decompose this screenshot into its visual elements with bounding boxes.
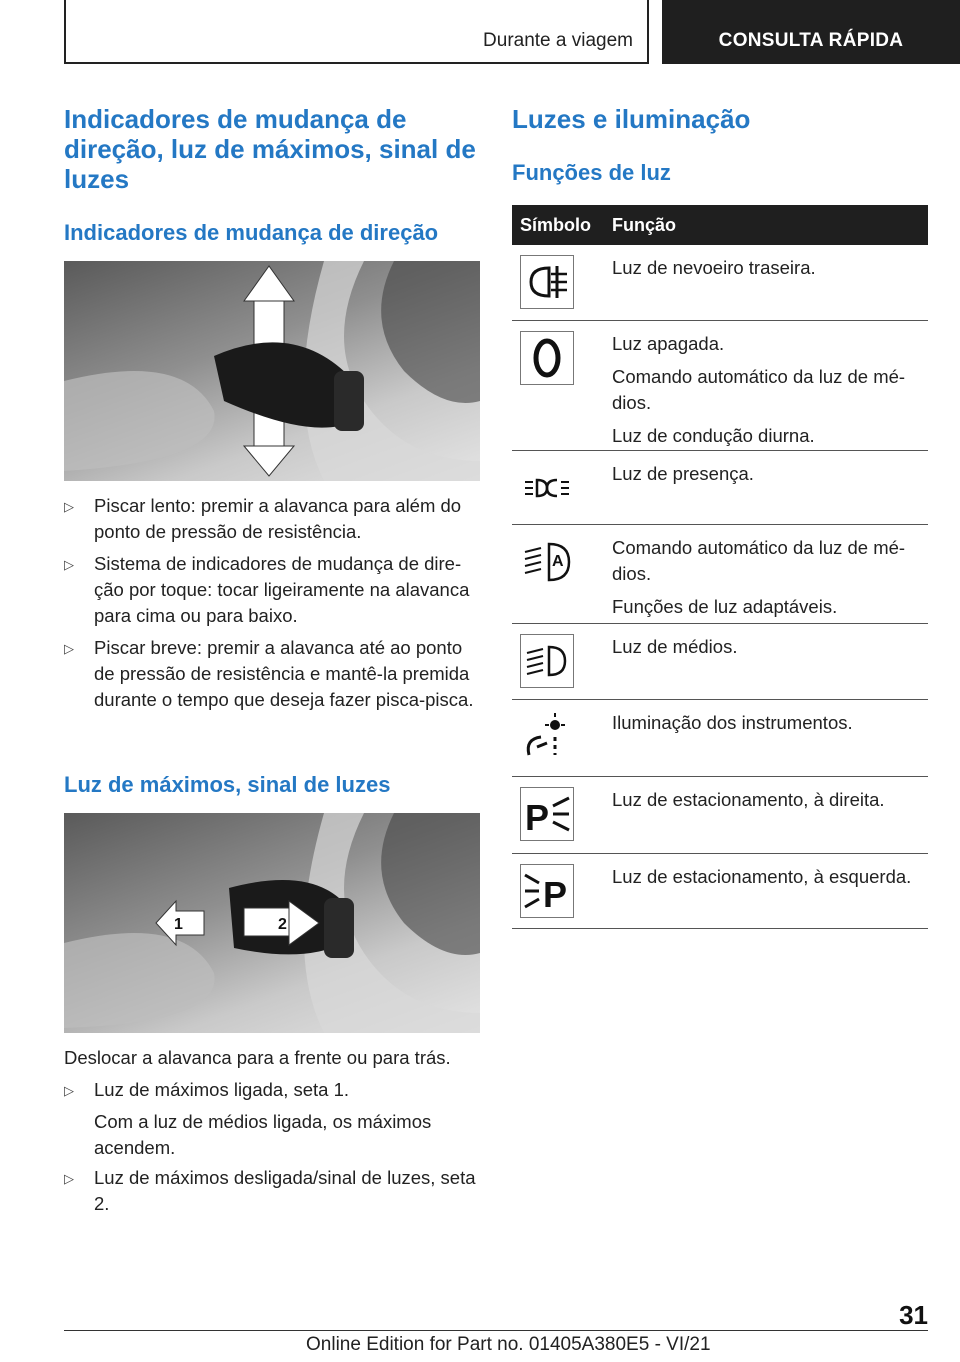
row-description: Luz de médios. [612, 636, 738, 657]
table-row [512, 700, 928, 777]
bullet-triangle-icon: ▷ [64, 499, 74, 514]
parking-lights-icon [520, 461, 574, 515]
arrow-label-1: 1 [174, 916, 183, 933]
edition-text: Online Edition for Part no. 01405A380E5 - VI/21 [306, 1334, 711, 1355]
bullet-high-beam-off: ▷ Luz de máximos desligada/sinal de luzes, seta 2. [64, 1167, 476, 1214]
row-description: Luz de nevoeiro traseira. [612, 257, 816, 278]
arrow-label-2: 2 [278, 916, 287, 933]
header-symbol: Símbolo [520, 215, 591, 235]
bullet-slow-blink: ▷ Piscar lento: premir a alavanca para além do ponto de pressão de resistência. [64, 495, 462, 542]
svg-text:P: P [525, 797, 550, 838]
instrument-lighting-icon [520, 710, 574, 764]
table-row [512, 777, 928, 854]
turn-signal-lever-photo [64, 261, 480, 481]
light-functions-table [512, 205, 928, 929]
section-heading-lights: Luzes e iluminação [512, 104, 751, 134]
bullet-triangle-icon: ▷ [64, 1083, 74, 1098]
high-beam-intro: Deslocar a alavanca para a frente ou para trás. [64, 1047, 451, 1068]
bullet-short-blink: ▷ Piscar breve: premir a alavanca até ao ponto de pressão de resistência e mantê-la premida durante o tempo que deseja fazer pisca-pisca. [64, 637, 474, 710]
rear-fog-light-icon [520, 255, 574, 309]
row-description: Luz de estacionamento, à direita. [612, 789, 885, 810]
high-beam-note: Com a luz de médios ligada, os máximos acendem. [94, 1111, 432, 1158]
high-beam-lever-photo [64, 813, 480, 1033]
table-row [512, 854, 928, 929]
table-row [512, 321, 928, 451]
footer-divider [64, 1330, 928, 1331]
table-row [512, 245, 928, 321]
quick-reference-tab[interactable]: CONSULTA RÁPIDA [662, 0, 960, 64]
header-function: Função [612, 215, 677, 235]
page-number: 31 [899, 1300, 928, 1330]
subheading-high-beam: Luz de máximos, sinal de luzes [64, 772, 391, 797]
bullet-triangle-icon: ▷ [64, 641, 74, 656]
subheading-light-functions: Funções de luz [512, 160, 671, 185]
row-description: Luz de presença. [612, 463, 754, 484]
section-title: Durante a viagem [483, 30, 633, 51]
svg-text:P: P [543, 874, 568, 915]
bullet-triangle-icon: ▷ [64, 1171, 74, 1186]
zero-icon [520, 331, 574, 385]
lever-up-down-illustration [64, 261, 480, 481]
row-description: Iluminação dos instrumentos. [612, 712, 853, 733]
bullet-touch-signal: ▷ Sistema de indicadores de mudança de direção por toque: tocar ligeiramente na alavanca para cima ou para baixo. [64, 553, 470, 626]
parking-right-icon [520, 787, 574, 841]
bullet-high-beam-on: ▷ Luz de máximos ligada, seta 1. [64, 1077, 480, 1103]
bullet-triangle-icon: ▷ [64, 557, 74, 572]
low-beam-icon [520, 634, 574, 688]
header-frame [64, 0, 649, 64]
table-header [512, 205, 928, 245]
table-row [512, 451, 928, 525]
subheading-turn-signals: Indicadores de mudança de direção [64, 220, 439, 245]
row-description: Luz de estacionamento, à esquerda. [612, 866, 912, 887]
row-description: Luz apagada. Comando automático da luz de médios. Luz de condução diurna. [612, 333, 906, 446]
auto-headlight-icon [520, 535, 574, 589]
row-description: Comando automático da luz de médios. Funções de luz adaptáveis. [612, 537, 906, 617]
section-heading-turn-signals: Indicadores de mudança de direção, luz de máximos, sinal de luzes [64, 104, 476, 194]
lever-forward-back-illustration [64, 813, 480, 1033]
svg-text:A: A [552, 553, 564, 570]
table-row [512, 624, 928, 700]
parking-left-icon [520, 864, 574, 918]
table-row [512, 525, 928, 624]
